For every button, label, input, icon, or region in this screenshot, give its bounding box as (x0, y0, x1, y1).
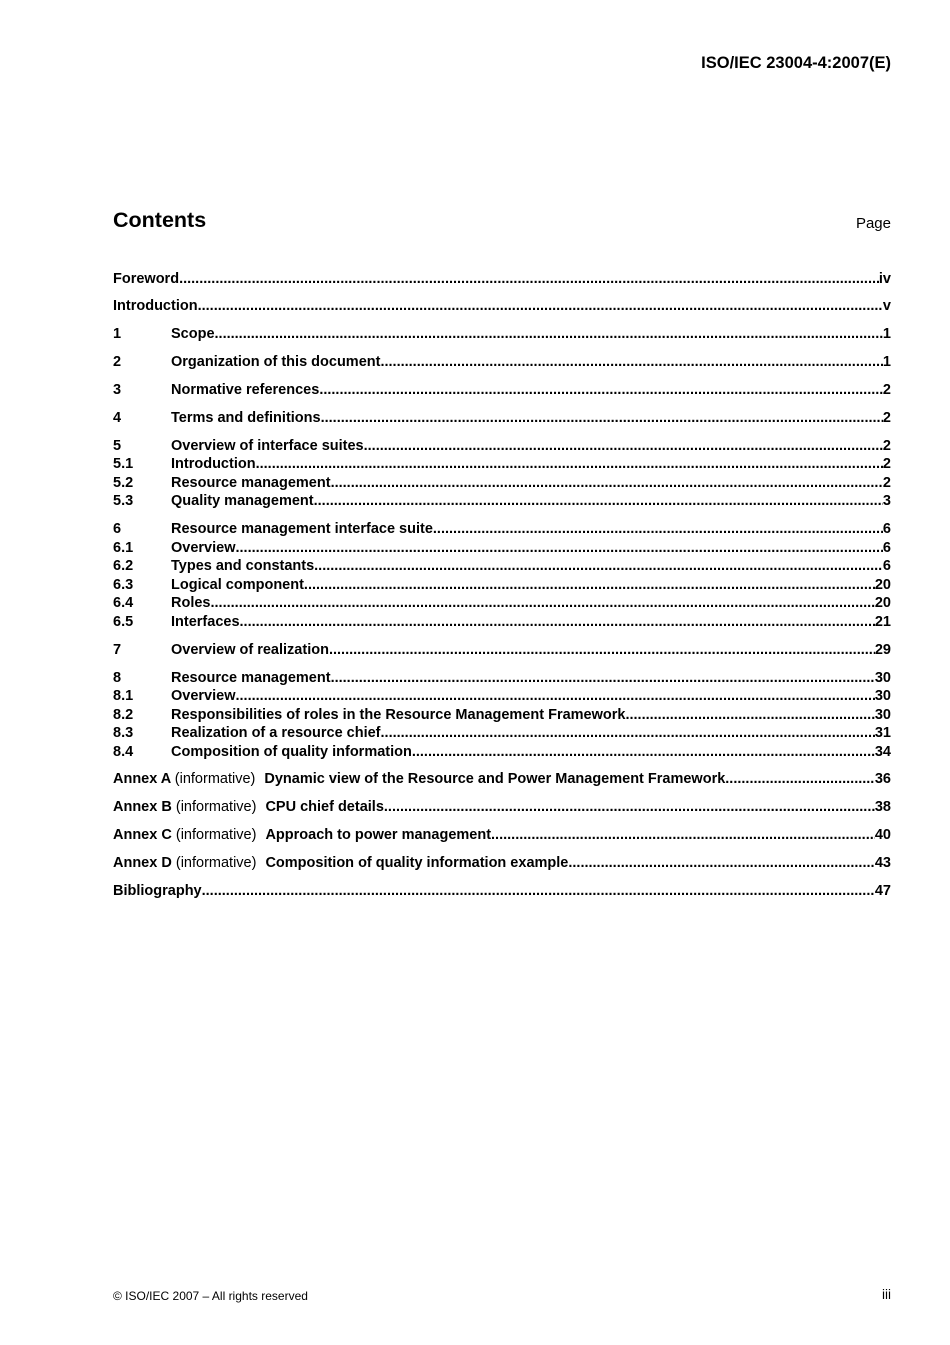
toc-entry-number: 6.1 (113, 539, 134, 556)
toc-leader-dots (319, 382, 883, 398)
toc-entry[interactable] (113, 593, 891, 612)
annex-label (113, 771, 264, 787)
toc-entry-page: 34 (874, 743, 891, 760)
toc-entry-page: 20 (874, 595, 891, 612)
toc-entry[interactable] (113, 741, 891, 760)
toc-entry-title: Resource management (171, 669, 331, 686)
toc-leader-dots (236, 688, 875, 704)
toc-leader-dots (240, 614, 875, 630)
toc-entry-number: 2 (113, 354, 122, 371)
toc-entry-title: Quality management (171, 493, 314, 510)
toc-entry-page: 2 (882, 409, 891, 426)
toc-entry-number: 5.3 (113, 493, 134, 510)
toc-entry-title: Responsibilities of roles in the Resource Management Framework (171, 706, 626, 723)
toc-entry-page: 30 (874, 688, 891, 705)
toc-entry-title: Overview (171, 539, 236, 556)
toc-annex-entry[interactable] (113, 769, 891, 788)
toc-entry-number: 8 (113, 669, 122, 686)
page-column-label: Page (855, 215, 891, 232)
toc-leader-dots (236, 540, 883, 556)
toc-entry[interactable] (113, 704, 891, 723)
toc-leader-dots (321, 410, 883, 426)
toc-annex-entry[interactable] (113, 825, 891, 844)
toc-entry-title: Approach to power management (265, 827, 492, 844)
toc-entry-page: 1 (882, 326, 891, 343)
toc-entry-title: Dynamic view of the Resource and Power Management Framework (264, 771, 726, 788)
toc-entry-title: Overview (171, 688, 236, 705)
toc-entry[interactable] (113, 472, 891, 491)
toc-entry-number: 3 (113, 382, 122, 399)
toc-entry-number: 5.2 (113, 474, 134, 491)
footer-copyright: © ISO/IEC 2007 – All rights reserved (113, 1289, 308, 1303)
annex-type: (informative) (174, 771, 256, 788)
toc-entry-number: 4 (113, 409, 122, 426)
toc-entry-title: Logical component (171, 576, 304, 593)
toc-leader-dots (491, 827, 875, 843)
toc-entry-title: Types and constants (171, 558, 315, 575)
toc-entry-title: Introduction (113, 298, 198, 315)
toc-entry-title: Normative references (171, 382, 320, 399)
toc-entry-page: 2 (882, 382, 891, 399)
toc-entry-page: 20 (874, 576, 891, 593)
toc-entry[interactable] (113, 537, 891, 556)
annex-type: (informative) (175, 827, 257, 844)
document-id: ISO/IEC 23004-4:2007(E) (701, 54, 891, 72)
toc-entry-number: 7 (113, 641, 122, 658)
toc-leader-dots (725, 771, 875, 787)
toc-leader-dots (568, 855, 875, 871)
annex-letter: Annex A (113, 771, 171, 788)
annex-label (113, 855, 265, 871)
toc-entry-page: 43 (874, 855, 891, 872)
toc-entry-page: 40 (874, 827, 891, 844)
annex-label (113, 799, 265, 815)
toc-leader-dots (215, 326, 883, 342)
toc-leader-dots (179, 271, 879, 287)
toc-entry[interactable] (113, 352, 891, 371)
toc-entry-page: 2 (882, 474, 891, 491)
toc-entry-title: Introduction (171, 456, 256, 473)
toc-leader-dots (211, 595, 875, 611)
toc-entry-introduction[interactable] (113, 296, 891, 315)
toc-entry-number: 8.1 (113, 688, 134, 705)
annex-type: (informative) (175, 855, 257, 872)
toc-entry[interactable] (113, 324, 891, 343)
toc-entry-page: v (882, 298, 891, 315)
contents-title: Contents (113, 208, 207, 232)
toc-entry-number: 6.3 (113, 576, 134, 593)
toc-entry-number: 1 (113, 326, 122, 343)
toc-entry-number: 5.1 (113, 456, 134, 473)
toc-entry-page: 38 (874, 799, 891, 816)
toc-leader-dots (314, 558, 883, 574)
toc-entry-title: Composition of quality information example (265, 855, 569, 872)
toc-entry-title: Organization of this document (171, 354, 381, 371)
toc-leader-dots (412, 744, 875, 760)
toc-entry-title: Bibliography (113, 882, 202, 899)
toc-entry-page: 29 (874, 641, 891, 658)
toc-entry-number: 6.4 (113, 595, 134, 612)
toc-entry-number: 5 (113, 437, 122, 454)
toc-entry[interactable] (113, 667, 891, 686)
annex-letter: Annex B (113, 799, 172, 816)
toc-entry-title: Overview of realization (171, 641, 329, 658)
toc-entry-title: Foreword (113, 270, 180, 287)
toc-entry-title: Resource management (171, 474, 331, 491)
toc-annex-entry[interactable] (113, 797, 891, 816)
toc-entry[interactable] (113, 723, 891, 742)
toc-entry-page: 2 (882, 437, 891, 454)
toc-leader-dots (304, 577, 875, 593)
toc-entry-page: 30 (874, 669, 891, 686)
toc-entry[interactable] (113, 574, 891, 593)
toc-entry-page: 21 (874, 613, 891, 630)
toc-entry-title: CPU chief details (265, 799, 384, 816)
toc-entry-page: 6 (882, 539, 891, 556)
toc-entry-page: 1 (882, 354, 891, 371)
toc-entry[interactable] (113, 556, 891, 575)
toc-entry[interactable] (113, 407, 891, 426)
toc-entry[interactable] (113, 454, 891, 473)
table-of-contents (113, 268, 891, 899)
toc-entry-number: 6.5 (113, 613, 134, 630)
toc-leader-dots (433, 521, 883, 537)
toc-entry-number: 6.2 (113, 558, 134, 575)
toc-entry[interactable] (113, 639, 891, 658)
annex-letter: Annex C (113, 827, 172, 844)
toc-entry-title: Composition of quality information (171, 743, 412, 760)
toc-entry-title: Scope (171, 326, 215, 343)
toc-entry-number: 8.4 (113, 743, 134, 760)
toc-entry[interactable] (113, 491, 891, 510)
toc-entry-title: Resource management interface suite (171, 521, 433, 538)
annex-type: (informative) (175, 799, 257, 816)
annex-letter: Annex D (113, 855, 172, 872)
footer-page-number: iii (882, 1287, 891, 1302)
toc-leader-dots (314, 493, 883, 509)
toc-entry-foreword[interactable] (113, 268, 891, 287)
toc-leader-dots (625, 707, 874, 723)
toc-leader-dots (381, 725, 875, 741)
toc-entry-title: Interfaces (171, 613, 240, 630)
toc-leader-dots (331, 670, 875, 686)
toc-leader-dots (329, 642, 875, 658)
toc-entry[interactable] (113, 435, 891, 454)
toc-entry-page: iv (878, 270, 891, 287)
toc-entry-page: 2 (882, 456, 891, 473)
annex-label (113, 827, 265, 843)
toc-entry-number: 6 (113, 521, 122, 538)
toc-entry[interactable] (113, 380, 891, 399)
toc-leader-dots (202, 883, 875, 899)
toc-entry-title: Realization of a resource chief (171, 725, 381, 742)
toc-entry-title: Roles (171, 595, 211, 612)
toc-entry-page: 36 (874, 771, 891, 788)
toc-entry-title: Overview of interface suites (171, 437, 364, 454)
toc-entry-title: Terms and definitions (171, 409, 321, 426)
toc-entry[interactable] (113, 686, 891, 705)
toc-entry-bibliography[interactable] (113, 880, 891, 899)
toc-annex-entry[interactable] (113, 853, 891, 872)
toc-leader-dots (198, 298, 883, 314)
toc-entry[interactable] (113, 519, 891, 538)
toc-leader-dots (380, 354, 882, 370)
toc-entry-page: 31 (874, 725, 891, 742)
toc-entry-number: 8.2 (113, 706, 134, 723)
toc-leader-dots (256, 456, 883, 472)
toc-entry-page: 30 (874, 706, 891, 723)
toc-entry[interactable] (113, 611, 891, 630)
toc-leader-dots (364, 438, 883, 454)
toc-entry-page: 3 (882, 493, 891, 510)
toc-leader-dots (384, 799, 875, 815)
toc-entry-page: 47 (874, 882, 891, 899)
toc-leader-dots (331, 475, 883, 491)
toc-entry-number: 8.3 (113, 725, 134, 742)
toc-entry-page: 6 (882, 558, 891, 575)
toc-entry-page: 6 (882, 521, 891, 538)
